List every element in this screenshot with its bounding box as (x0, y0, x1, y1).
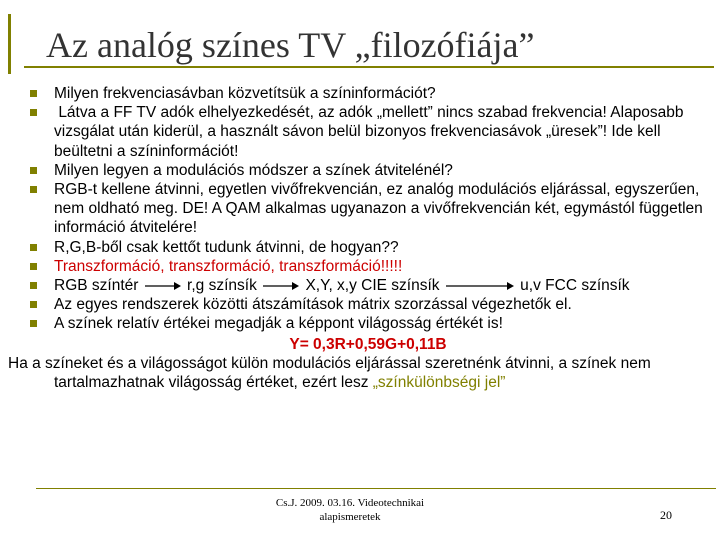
square-bullet-icon (30, 320, 37, 327)
square-bullet-icon (30, 90, 37, 97)
color-space-rgb: RGB színtér (54, 277, 139, 295)
bullet-text: Látva a FF TV adók elhelyezkedését, az adók „mellett” nincs szabad frekvencia! Alaposabb vizsgálat után kiderül, a használt sávon belül bizonyos frekvenciasávok „üresek”! Ide kell beültetni a színinformációt! (54, 104, 688, 160)
square-bullet-icon (30, 167, 37, 174)
square-bullet-icon (30, 263, 37, 270)
bullet-item (0, 103, 720, 161)
bullet-item (0, 180, 720, 238)
bullet-text: Milyen legyen a modulációs módszer a színek átvitelénél? (54, 161, 453, 179)
square-bullet-icon (30, 301, 37, 308)
bullet-text: Milyen frekvenciasávban közvetítsük a színinformációt? (54, 85, 436, 102)
bullet-item (0, 295, 720, 314)
color-space-fcc: u,v FCC színsík (520, 277, 630, 295)
color-space-cie: X,Y, x,y CIE színsík (305, 277, 440, 295)
slide-body (0, 84, 720, 392)
bullet-item-color-spaces (0, 276, 720, 295)
square-bullet-icon (30, 109, 37, 116)
page-number: 20 (660, 508, 672, 522)
bullet-text: Az egyes rendszerek közötti átszámítások mátrix szorzással végezhetők el. (54, 296, 572, 314)
bullet-item (0, 84, 720, 103)
square-bullet-icon (30, 282, 37, 289)
bullet-list (0, 84, 720, 334)
footer-line-2: alapismeretek (319, 511, 381, 523)
closing-text: Ha a színeket és a világosságot külön modulációs eljárással szeretnénk átvinni, a színek nem tartalmazhatnak világosság értéket, ezért lesz (8, 354, 651, 392)
footer-line-1: Cs.J. 2009. 03.16. Videotechnikai (275, 497, 425, 509)
bullet-text: R,G,B-ből csak kettőt tudunk átvinni, de hogyan?? (54, 238, 399, 256)
bullet-text: RGB-t kellene átvinni, egyetlen vivőfrekvencián, ez analóg modulációs eljárással, egyszerűen, nem oldható meg. DE! A QAM alkalmas ugyanazon a vivőfrekvencián két, egymástól független információ átvitelére! (54, 181, 703, 237)
luminance-formula: Y= 0,3R+0,59G+0,11B (289, 335, 447, 353)
bullet-item (0, 238, 720, 257)
bullet-item (0, 161, 720, 180)
square-bullet-icon (30, 244, 37, 251)
right-arrow-icon (263, 281, 299, 291)
footer-caption (260, 496, 440, 524)
closing-paragraph (0, 354, 720, 392)
bullet-item (0, 257, 720, 276)
footer-divider (36, 488, 716, 489)
right-arrow-icon (446, 281, 514, 291)
closing-highlight: „színkülönbségi jel” (372, 374, 506, 392)
bullet-text-highlight: Transzformáció, transzformáció, transzformáció!!!!! (54, 257, 403, 275)
square-bullet-icon (30, 186, 37, 193)
slide-title: Az analóg színes TV „filozófiája” (46, 25, 535, 65)
bullet-item (0, 314, 720, 333)
title-underline (24, 66, 714, 68)
color-space-rg: r,g színsík (187, 277, 257, 295)
bullet-text: A színek relatív értékei megadják a képpont világosság értékét is! (54, 315, 503, 333)
right-arrow-icon (145, 281, 181, 291)
title-frame-vertical (8, 14, 11, 74)
